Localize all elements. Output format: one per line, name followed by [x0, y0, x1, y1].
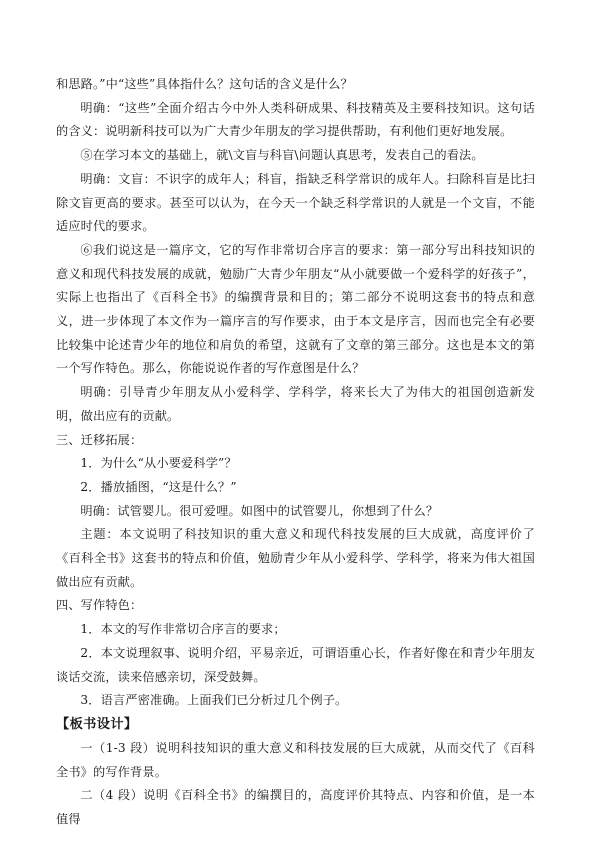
paragraph: 2．播放插图，“这是什么？”: [80, 479, 237, 494]
board-paragraph: 一（1-3 段）说明科技知识的重大意义和科技发展的巨大成就，从而交代了《百科全书》的写作背景。: [56, 740, 535, 779]
paragraph: 3．语言严密准确。上面我们已分析过几个例子。: [80, 693, 348, 708]
paragraph: 明确：试管婴儿。很可爱哩。如图中的试管婴儿，你想到了什么？: [80, 503, 439, 518]
paragraph: 三、迁移拓展：: [56, 432, 143, 447]
paragraph: ⑤在学习本文的基础上，就\文盲与科盲\问题认真思考，发表自己的看法。: [80, 148, 484, 163]
paragraph: 2．本文说理叙事、说明介绍，平易亲近，可谓语重心长，作者好像在和青少年朋友谈话交流，读来倍感亲切，深受鼓舞。: [56, 645, 535, 684]
paragraph: 明确：文盲：不识字的成年人；科盲，指缺乏科学常识的成年人。扫除科盲是比扫除文盲更高的要求。甚至可以认为，在今天一个缺乏科学常识的人就是一个文盲，不能适应时代的要求。: [56, 171, 535, 234]
body-text: [56, 73, 535, 713]
paragraph: 和思路。”中“这些”具体指什么？这句话的含义是什么？: [56, 77, 353, 91]
section-heading: 【板书设计】: [56, 716, 138, 732]
board-design-text: [56, 737, 535, 832]
paragraph: 明确：“这些”全面介绍古今中外人类科研成果、科技精英及主要科技知识。这句话的含义：说明新科技可以为广大青少年朋友的学习提供帮助，有利他们更好地发展。: [56, 100, 535, 139]
paragraph: 1．为什么“从小要爱科学”？: [80, 456, 237, 471]
paragraph: 1．本文的写作非常切合序言的要求；: [80, 622, 286, 637]
paragraph: ⑥我们说这是一篇序文，它的写作非常切合序言的要求：第一部分写出科技知识的意义和现代科技发展的成就，勉励广大青少年朋友“从小就要做一个爱科学的好孩子”，实际上也指出了《百科全书》的编撰背景和目的；第二部分不说明这套书的特点和意义，进一步体现了本文作为一篇序言的写作要求，由于本文是序言，因而也完全有必要比较集中论述青少年的地位和肩负的希望，这就有了文章的第三部分。这也是本文的第一个写作特色。那么，你能说说作者的写作意图是什么？: [56, 242, 535, 376]
paragraph: 四、写作特色：: [56, 598, 143, 613]
board-paragraph: 二（4 段）说明《百科全书》的编撰目的，高度评价其特点、内容和价值，是一本值得: [56, 788, 535, 827]
paragraph: 明确：引导青少年朋友从小爱科学、学科学，将来长大了为伟大的祖国创造新发明，做出应有的贡献。: [56, 385, 535, 423]
paragraph: 主题：本文说明了科技知识的重大意义和现代科技发展的巨大成就，高度评价了《百科全书》这套书的特点和价值，勉励青少年从小爱科学、学科学，将来为伟大祖国做出应有贡献。: [56, 527, 535, 589]
